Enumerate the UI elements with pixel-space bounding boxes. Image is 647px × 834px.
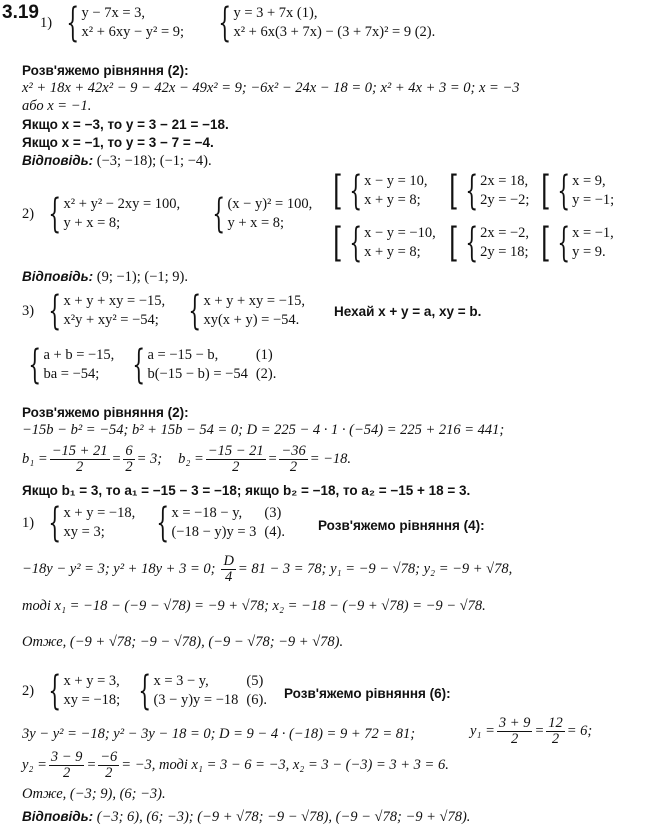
sub2-line3: Отже, (−3; 9), (6; −3). [22, 786, 166, 802]
sub2-y1 [470, 716, 592, 747]
sub1-line1-part-a: −18y − y² = 3; y² + 18y + 3 = 0; [22, 561, 216, 577]
part2-answer [22, 268, 188, 286]
b2-label: b₂ = [178, 451, 204, 467]
sub1-system-b [150, 500, 285, 546]
brace-icon: { [556, 220, 570, 266]
fraction [546, 716, 565, 747]
brace-icon: { [132, 342, 146, 388]
numerator: 12 [548, 715, 563, 731]
numerator: 6 [125, 443, 133, 459]
fraction [123, 444, 134, 475]
brace-icon: { [138, 668, 152, 714]
part2-sysA-row2: y + x = 8; [63, 215, 121, 231]
part2-case-5 [538, 168, 615, 214]
sub1-label: 1) [22, 514, 35, 531]
sub1-line2: тоді x₁ = −18 − (−9 − √78) = −9 + √78; x₂ = −18 − (−9 + √78) = −9 − √78. [22, 598, 486, 614]
part3-sysB-row2: xy(x + y) = −54. [203, 312, 300, 328]
case1-row2: x + y = 8; [364, 192, 421, 208]
bracket-icon: [ [333, 220, 343, 266]
answer-value: (−3; −18); (−1; −4). [96, 153, 212, 169]
equals-sign: = [267, 451, 278, 467]
brace-icon: { [28, 342, 42, 388]
part2-case-1 [330, 168, 428, 214]
brace-icon: { [48, 288, 62, 334]
case5-row1: x = 9, [572, 173, 606, 189]
sub2-tag-5: (5) [246, 673, 264, 689]
part2-system-a [22, 191, 181, 237]
denominator: 2 [511, 731, 519, 747]
brace-icon: { [48, 500, 62, 546]
numerator: D [223, 553, 234, 569]
part1-label: 1) [40, 14, 53, 31]
brace-icon: { [464, 168, 478, 214]
part3-sysB-row1: x + y + xy = −15, [203, 293, 306, 309]
sub2-sysA-row1: x + y = 3, [63, 673, 120, 689]
b1-result: = 3; [136, 451, 163, 467]
part1-sysA-row2: x² + 6xy − y² = 9; [81, 24, 185, 40]
part2-case-3 [446, 168, 530, 214]
brace-icon: { [556, 168, 570, 214]
sub2-y2 [22, 750, 449, 781]
brace-icon: { [156, 500, 170, 546]
answer-value: (9; −1); (−1; 9). [96, 269, 188, 285]
part1-line5: Якщо x = −1, то y = 3 − 7 = −4. [22, 135, 214, 150]
fraction [279, 444, 307, 475]
denominator: 2 [105, 765, 113, 781]
sub2-system-a [22, 668, 121, 714]
problem-number: 3.19 [2, 2, 39, 23]
bracket-icon: [ [541, 220, 551, 266]
part2-sysA-row1: x² + y² − 2xy = 100, [63, 196, 181, 212]
answer-label: Відповідь: [22, 809, 94, 824]
numerator: 3 + 9 [498, 715, 531, 731]
sub1-tag-3: (3) [264, 505, 282, 521]
sub2-sysA-row2: xy = −18; [63, 692, 121, 708]
denominator: 2 [289, 459, 298, 475]
brace-icon: { [464, 220, 478, 266]
sub2-system-b [132, 668, 267, 714]
part3-line3: Якщо b₁ = 3, то a₁ = −15 − 3 = −18; якщо b₂ = −18, то a₂ = −15 + 18 = 3. [22, 483, 471, 498]
part2-sysB-row2: y + x = 8; [227, 215, 285, 231]
fraction [50, 444, 110, 475]
part1-system-b [212, 0, 436, 46]
bracket-icon: [ [449, 220, 459, 266]
denominator: 2 [75, 459, 84, 475]
sub1-sysA-row1: x + y = −18, [63, 505, 136, 521]
final-answer [22, 808, 470, 826]
part3-system-c [22, 342, 115, 388]
case2-row2: x + y = 8; [364, 244, 421, 260]
brace-icon: { [48, 191, 62, 237]
case3-row1: 2x = 18, [480, 173, 529, 189]
part3-b-roots [22, 444, 351, 475]
numerator: 3 − 9 [50, 749, 83, 765]
part3-sysC-row1: a + b = −15, [43, 347, 115, 363]
part3-system-a [22, 288, 166, 334]
fraction [206, 444, 266, 475]
part2-sysB-row1: (x − y)² = 100, [227, 196, 313, 212]
sub2-solve-heading: Розв'яжемо рівняння (6): [284, 686, 451, 701]
part3-system-d [126, 342, 277, 388]
equals-sign: = [86, 757, 97, 773]
sub2-line1: 3y − y² = −18; y² − 3y − 18 = 0; D = 9 − 4 · (−18) = 9 + 72 = 81; [22, 726, 416, 742]
denominator: 2 [63, 765, 71, 781]
part1-answer [22, 152, 212, 170]
answer-value: (−3; 6), (6; −3); (−9 + √78; −9 − √78), (−9 − √78; −9 + √78). [96, 809, 471, 825]
brace-icon: { [212, 191, 226, 237]
part3-substitution: Нехай x + y = a, xy = b. [334, 304, 482, 319]
sub2-tag-6: (6). [246, 692, 267, 708]
part3-tag-1: (1) [255, 347, 273, 363]
case1-row1: x − y = 10, [364, 173, 428, 189]
part2-case-4 [446, 220, 530, 266]
sub1-sysA-row2: xy = 3; [63, 524, 105, 540]
sub1-line1-part-b: = 81 − 3 = 78; y₁ = −9 − √78; y₂ = −9 + √78, [237, 561, 513, 577]
case4-row2: 2y = 18; [480, 244, 529, 260]
part3-sysA-row1: x + y + xy = −15, [63, 293, 166, 309]
sub2-sysB-row1: x = 3 − y, [153, 673, 209, 689]
sub1-solve-heading: Розв'яжемо рівняння (4): [318, 518, 485, 533]
sub1-sysB-row1: x = −18 − y, [171, 505, 243, 521]
fraction [221, 554, 235, 585]
part2-label: 2) [22, 205, 35, 222]
denominator: 4 [225, 569, 233, 585]
part3-system-b [182, 288, 306, 334]
part1-line2: x² + 18x + 42x² − 9 − 42x − 49x² = 9; −6x² − 24x − 18 = 0; x² + 4x + 3 = 0; x = −3 [22, 80, 520, 96]
numerator: −36 [281, 443, 306, 459]
brace-icon: { [188, 288, 202, 334]
fraction [49, 750, 85, 781]
answer-label: Відповідь: [22, 153, 94, 168]
equals-sign: = [534, 723, 545, 739]
part3-sysD-row2: b(−15 − b) = −54 [147, 366, 248, 382]
part3-line1: Розв'яжемо рівняння (2): [22, 405, 189, 420]
sub1-line1 [22, 554, 512, 585]
brace-icon: { [48, 668, 62, 714]
brace-icon: { [218, 0, 232, 46]
part2-case-2 [330, 220, 436, 266]
numerator: −15 + 21 [51, 443, 108, 459]
sub2-label: 2) [22, 682, 35, 699]
case5-row2: y = −1; [572, 192, 615, 208]
answer-label: Відповідь: [22, 269, 94, 284]
brace-icon: { [348, 168, 362, 214]
part3-line2: −15b − b² = −54; b² + 15b − 54 = 0; D = 225 − 4 · 1 · (−54) = 225 + 216 = 441; [22, 422, 505, 438]
bracket-icon: [ [541, 168, 551, 214]
sub1-system-a [22, 500, 136, 546]
part3-sysD-row1: a = −15 − b, [147, 347, 219, 363]
part3-sysC-row2: ba = −54; [43, 366, 100, 382]
case3-row2: 2y = −2; [480, 192, 530, 208]
part2-case-6 [538, 220, 614, 266]
bracket-icon: [ [333, 168, 343, 214]
part1-sysB-row2: x² + 6x(3 + 7x) − (3 + 7x)² = 9 (2). [233, 24, 436, 40]
part1-sysB-row1: y = 3 + 7x (1), [233, 5, 318, 21]
numerator: −15 − 21 [207, 443, 264, 459]
bracket-icon: [ [449, 168, 459, 214]
sub1-line3: Отже, (−9 + √78; −9 − √78), (−9 − √78; −9 + √78). [22, 634, 344, 650]
part1-line3: або x = −1. [22, 98, 92, 114]
case6-row2: y = 9. [572, 244, 606, 260]
fraction [497, 716, 533, 747]
y2-result: = −3, тоді x₁ = 3 − 6 = −3, x₂ = 3 − (−3) = 3 + 3 = 6. [121, 757, 449, 773]
equals-sign: = [111, 451, 122, 467]
b1-label: b₁ = [22, 451, 48, 467]
part1-system-a [40, 0, 185, 46]
part1-sysA-row1: y − 7x = 3, [81, 5, 146, 21]
part1-line4: Якщо x = −3, то y = 3 − 21 = −18. [22, 117, 229, 132]
y1-label: y₁ = [470, 723, 495, 739]
part3-sysA-row2: x²y + xy² = −54; [63, 312, 159, 328]
b2-result: = −18. [309, 451, 352, 467]
part1-line1: Розв'яжемо рівняння (2): [22, 63, 189, 78]
brace-icon: { [348, 220, 362, 266]
case2-row1: x − y = −10, [364, 225, 436, 241]
y1-result: = 6; [566, 723, 593, 739]
y2-label: y₂ = [22, 757, 47, 773]
numerator: −6 [100, 749, 118, 765]
case4-row1: 2x = −2, [480, 225, 530, 241]
part3-label: 3) [22, 302, 35, 319]
denominator: 2 [232, 459, 240, 475]
denominator: 2 [125, 459, 133, 475]
denominator: 2 [551, 731, 560, 747]
sub1-sysB-row2: (−18 − y)y = 3 [171, 524, 257, 540]
case6-row1: x = −1, [572, 225, 614, 241]
sub2-sysB-row2: (3 − y)y = −18 [153, 692, 239, 708]
fraction [98, 750, 119, 781]
brace-icon: { [66, 0, 80, 46]
sub1-tag-4: (4). [264, 524, 285, 540]
part3-tag-2: (2). [255, 366, 277, 382]
part2-system-b [206, 191, 313, 237]
